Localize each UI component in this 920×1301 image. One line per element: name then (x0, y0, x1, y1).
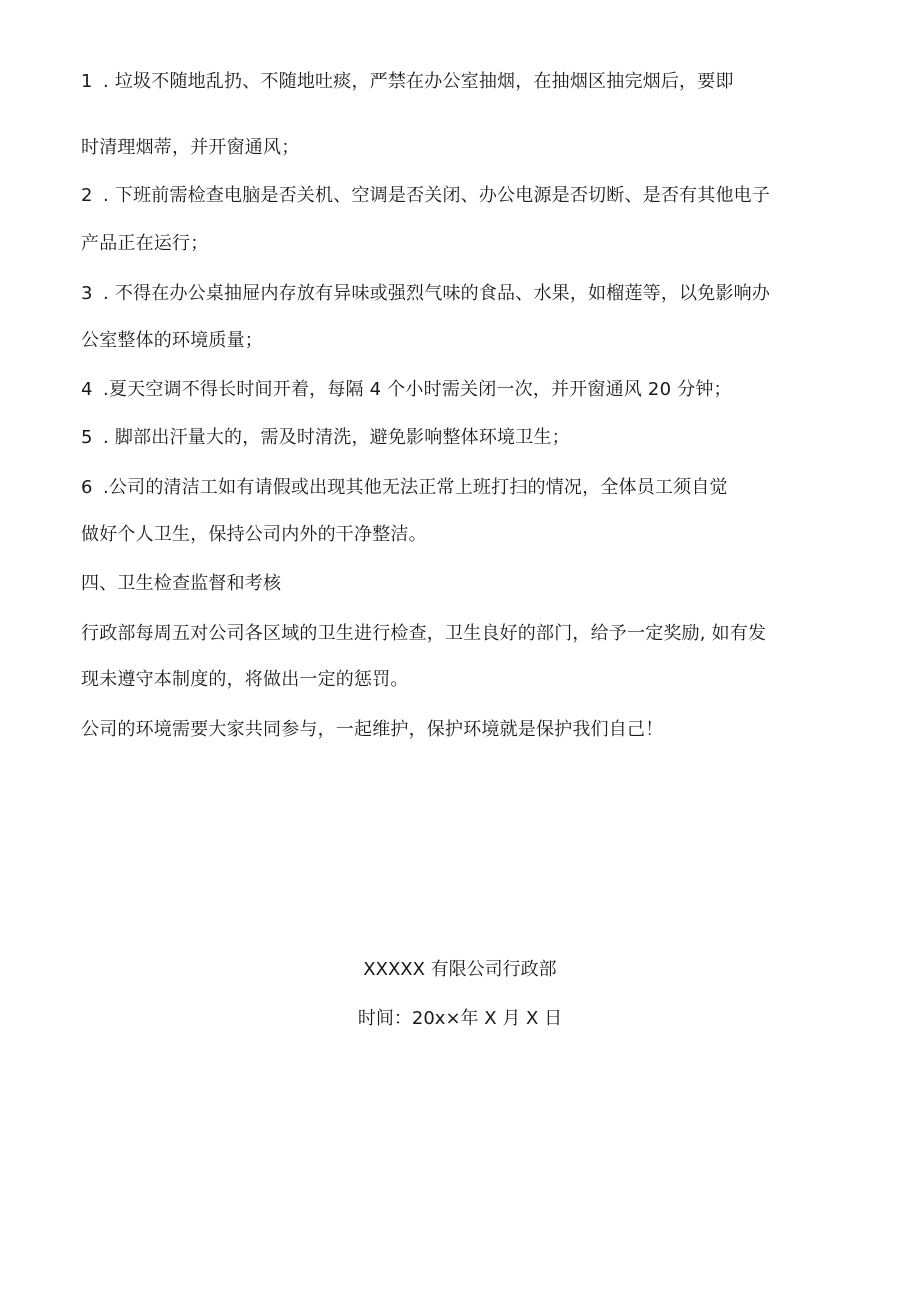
section-paragraph-2: 公司的环境需要大家共同参与，一起维护，保护环境就是保护我们自己！ (81, 719, 664, 740)
rule-number: 3 (81, 283, 93, 304)
rule-2-line-1 (81, 184, 851, 208)
rule-3-line-1 (81, 282, 851, 306)
rule-text: . 不得在办公桌抽屉内存放有异味或强烈气味的食品、水果，如榴莲等，以免影响办 (103, 283, 771, 304)
rule-5-line-1 (81, 426, 851, 450)
footer-organization: XXXXX 有限公司行政部 (363, 959, 557, 980)
rule-number: 5 (81, 427, 93, 448)
rule-1-line-2: 时清理烟蒂，并开窗通风； (81, 137, 300, 158)
rule-number: 4 (81, 379, 93, 400)
rule-text: .夏天空调不得长时间开着，每隔 4 个小时需关闭一次，并开窗通风 20 分钟； (103, 379, 732, 400)
rule-4-line-1 (81, 378, 851, 402)
footer-date: 时间：20x×年 X 月 X 日 (357, 1008, 563, 1029)
rule-text: . 垃圾不随地乱扔、不随地吐痰，严禁在办公室抽烟，在抽烟区抽完烟后，要即 (103, 71, 734, 92)
rule-number: 2 (81, 185, 93, 206)
rule-2-line-2: 产品正在运行； (81, 233, 209, 254)
section-heading: 四、卫生检查监督和考核 (81, 573, 282, 594)
rule-6-line-1 (81, 476, 851, 500)
rule-number: 6 (81, 477, 93, 498)
rule-1-line-1 (81, 70, 851, 94)
rule-text: . 脚部出汗量大的，需及时清洗，避免影响整体环境卫生； (103, 427, 570, 448)
rule-text: .公司的清洁工如有请假或出现其他无法正常上班打扫的情况，全体员工须自觉 (103, 477, 728, 498)
rule-number: 1 (81, 71, 93, 92)
section-paragraph-1-line-2: 现未遵守本制度的，将做出一定的惩罚。 (81, 669, 409, 690)
rule-3-line-2: 公室整体的环境质量； (81, 330, 263, 351)
rule-text: . 下班前需检查电脑是否关机、空调是否关闭、办公电源是否切断、是否有其他电子 (103, 185, 771, 206)
rule-6-line-2: 做好个人卫生，保持公司内外的干净整洁。 (81, 524, 427, 545)
section-paragraph-1-line-1: 行政部每周五对公司各区域的卫生进行检查，卫生良好的部门，给予一定奖励, 如有发 (81, 623, 767, 644)
